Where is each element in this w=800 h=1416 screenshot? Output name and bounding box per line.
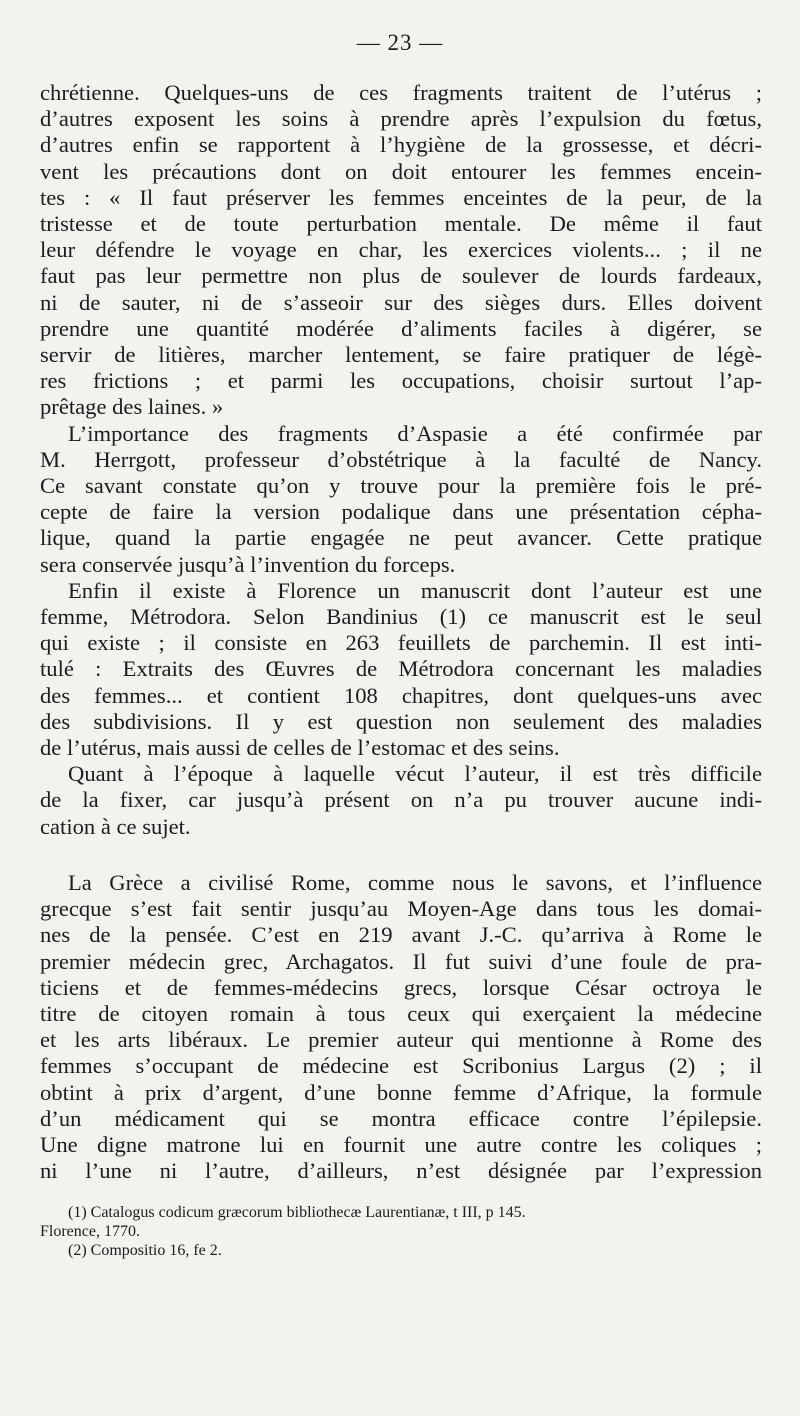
paragraph (40, 80, 762, 421)
text-line: ni de sauter, ni de s’asseoir sur des sièges durs. Elles doivent (40, 289, 762, 315)
text-line: tes : « Il faut préserver les femmes enceintes de la peur, de la (40, 184, 762, 210)
body-text (40, 80, 762, 1184)
text-line: de la fixer, car jusqu’à présent on n’a pu trouver aucune indi- (40, 787, 762, 813)
text-line: prêtage des laines. » (40, 394, 224, 420)
text-line: L’importance des fragments d’Aspasie a été confirmée par (68, 420, 762, 446)
text-line: Une digne matrone lui en fournit une autre contre les coliques ; (40, 1131, 762, 1157)
text-line: cepte de faire la version podalique dans une présentation cépha- (40, 499, 762, 525)
footnotes (40, 1203, 762, 1260)
text-line: sera conservée jusqu’à l’invention du forceps. (40, 551, 456, 577)
text-line: titre de citoyen romain à tous ceux qui exerçaient la médecine (40, 1000, 762, 1026)
paragraph (40, 761, 762, 840)
text-line: de l’utérus, mais aussi de celles de l’estomac et des seins. (40, 735, 560, 761)
page-number: — 23 — (356, 30, 444, 55)
text-line: femme, Métrodora. Selon Bandinius (1) ce manuscrit est le seul (40, 604, 762, 630)
text-line: tulé : Extraits des Œuvres de Métrodora concernant les maladies (40, 656, 762, 682)
text-line: Ce savant constate qu’on y trouve pour la première fois le pré- (40, 473, 762, 499)
text-line: tristesse et de toute perturbation mentale. De même il faut (40, 211, 762, 237)
text-line: d’autres exposent les soins à prendre après l’expulsion du fœtus, (40, 106, 762, 132)
text-line: lique, quand la partie engagée ne peut avancer. Cette pratique (40, 525, 762, 551)
paragraph (40, 421, 762, 578)
text-line: cation à ce sujet. (40, 813, 191, 839)
text-line: faut pas leur permettre non plus de soulever de lourds fardeaux, (40, 263, 762, 289)
text-line: Quant à l’époque à laquelle vécut l’auteur, il est très difficile (68, 761, 762, 787)
text-line: d’autres enfin se rapportent à l’hygiène de la grossesse, et décri- (40, 132, 762, 158)
text-line: prendre une quantité modérée d’aliments faciles à digérer, se (40, 315, 762, 341)
footnote-2: (2) Compositio 16, fe 2. (68, 1242, 222, 1259)
text-line: servir de litières, marcher lentement, se faire pratiquer de légè- (40, 342, 762, 368)
text-line: La Grèce a civilisé Rome, comme nous le savons, et l’influence (68, 869, 762, 895)
section-gap (40, 840, 762, 870)
text-line: et les arts libéraux. Le premier auteur qui mentionne à Rome des (40, 1027, 762, 1053)
paragraph (40, 870, 762, 1184)
footnote-1-continuation: Florence, 1770. (40, 1223, 140, 1240)
text-line: res frictions ; et parmi les occupations, choisir surtout l’ap- (40, 368, 762, 394)
text-line: des subdivisions. Il y est question non seulement des maladies (40, 708, 762, 734)
text-line: leur défendre le voyage en char, les exercices violents... ; il ne (40, 237, 762, 263)
text-line: vent les précautions dont on doit entourer les femmes encein- (40, 158, 762, 184)
text-line: femmes s’occupant de médecine est Scribonius Largus (2) ; il (40, 1053, 762, 1079)
text-line: des femmes... et contient 108 chapitres, dont quelques-uns avec (40, 682, 762, 708)
text-line: qui existe ; il consiste en 263 feuillets de parchemin. Il est inti- (40, 630, 762, 656)
text-line: ni l’une ni l’autre, d’ailleurs, n’est désignée par l’expression (40, 1158, 762, 1184)
text-line: ticiens et de femmes-médecins grecs, lorsque César octroya le (40, 974, 762, 1000)
text-line: grecque s’est fait sentir jusqu’au Moyen-Age dans tous les domai- (40, 896, 762, 922)
text-line: Enfin il existe à Florence un manuscrit dont l’auteur est une (68, 577, 762, 603)
text-line: d’un médicament qui se montra efficace contre l’épilepsie. (40, 1105, 762, 1131)
footnote-1: (1) Catalogus codicum græcorum bibliothecæ Laurentianæ, t III, p 145. (68, 1204, 526, 1221)
text-line: premier médecin grec, Archagatos. Il fut suivi d’une foule de pra- (40, 948, 762, 974)
text-line: obtint à prix d’argent, d’une bonne femme d’Afrique, la formule (40, 1079, 762, 1105)
text-line: M. Herrgott, professeur d’obstétrique à la faculté de Nancy. (40, 446, 762, 472)
paragraph (40, 578, 762, 761)
text-line: nes de la pensée. C’est en 219 avant J.-C. qu’arriva à Rome le (40, 922, 762, 948)
text-line: chrétienne. Quelques-uns de ces fragments traitent de l’utérus ; (40, 80, 762, 105)
